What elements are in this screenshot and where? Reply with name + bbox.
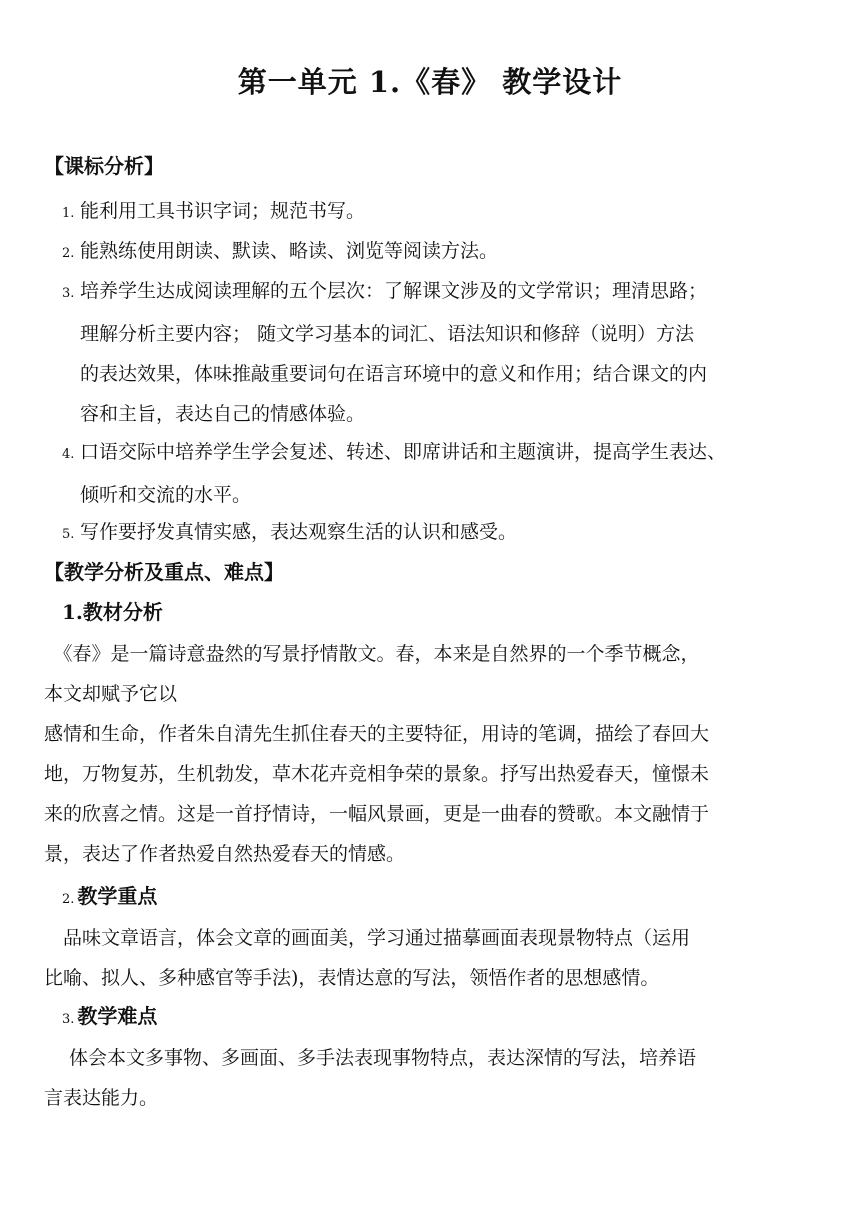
list-item bbox=[62, 271, 842, 434]
list-item-text: 能熟练使用朗读、默读、略读、浏览等阅读方法。 bbox=[80, 240, 499, 262]
paragraph-line: 《春》是一篇诗意盎然的写景抒情散文。春，本来是自然界的一个季节概念， bbox=[44, 643, 700, 665]
paragraph-line: 来的欣喜之情。这是一首抒情诗，一幅风景画，更是一曲春的赞歌。本文融情于 bbox=[44, 803, 710, 825]
subsection-heading-focus bbox=[62, 880, 157, 916]
list-item-text: 理解分析主要内容； 随文学习基本的词汇、语法知识和修辞（说明）方法 bbox=[80, 323, 695, 345]
paragraph-line: 品味文章语言，体会文章的画面美，学习通过描摹画面表现景物特点（运用 bbox=[44, 927, 691, 949]
list-item-number: 5. bbox=[62, 527, 75, 542]
subsection-label: 教材分析 bbox=[82, 600, 163, 624]
subsection-heading-material bbox=[62, 596, 163, 628]
list-item-text: 倾听和交流的水平。 bbox=[80, 484, 252, 506]
list-item bbox=[62, 231, 842, 274]
subsection-heading-difficulty bbox=[62, 1000, 157, 1036]
section-heading-curriculum: 【课标分析】 bbox=[44, 154, 164, 178]
list-item-number: 4. bbox=[62, 447, 75, 462]
list-item-number: 2. bbox=[62, 246, 75, 261]
paragraph-focus bbox=[44, 918, 840, 998]
subsection-label: 教学重点 bbox=[77, 884, 158, 908]
subsection-number: 1. bbox=[62, 600, 83, 624]
list-item-text: 培养学生达成阅读理解的五个层次：了解课文涉及的文学常识；理清思路； bbox=[80, 280, 708, 302]
paragraph-material bbox=[44, 634, 840, 874]
paragraph-line: 本文却赋予它以 bbox=[44, 683, 178, 705]
paragraph-line: 言表达能力。 bbox=[44, 1087, 159, 1109]
list-item-number: 3. bbox=[62, 286, 75, 301]
paragraph-line: 感情和生命，作者朱自清先生抓住春天的主要特征，用诗的笔调，描绘了春回大 bbox=[44, 723, 710, 745]
list-item-text: 能利用工具书识字词；规范书写。 bbox=[80, 200, 366, 222]
list-item-text: 容和主旨，表达自己的情感体验。 bbox=[80, 403, 366, 425]
paragraph-line: 体会本文多事物、多画面、多手法表现事物特点，表达深情的写法，培养语 bbox=[44, 1047, 697, 1069]
paragraph-line: 景，表达了作者热爱自然热爱春天的情感。 bbox=[44, 843, 406, 865]
paragraph-line: 比喻、拟人、多种感官等手法)，表情达意的写法，领悟作者的思想感情。 bbox=[44, 967, 660, 989]
section-heading-analysis: 【教学分析及重点、难点】 bbox=[44, 560, 284, 584]
list-item-number: 1. bbox=[62, 206, 75, 221]
list-item bbox=[62, 432, 842, 515]
subsection-number: 3. bbox=[62, 1012, 75, 1027]
subsection-label: 教学难点 bbox=[77, 1004, 158, 1028]
document-title: 第一单元 1.《春》 教学设计 bbox=[237, 65, 623, 99]
paragraph-difficulty bbox=[44, 1038, 840, 1118]
list-item-text: 的表达效果，体味推敲重要词句在语言环境中的意义和作用；结合课文的内 bbox=[80, 363, 708, 385]
list-item-text: 写作要抒发真情实感，表达观察生活的认识和感受。 bbox=[80, 521, 518, 543]
paragraph-line: 地，万物复苏，生机勃发，草木花卉竞相争荣的景象。抒写出热爱春天，憧憬未 bbox=[44, 763, 710, 785]
list-item-text: 口语交际中培养学生学会复述、转述、即席讲话和主题演讲，提高学生表达、 bbox=[80, 441, 727, 463]
list-item bbox=[62, 191, 842, 234]
subsection-number: 2. bbox=[62, 892, 75, 907]
list-item bbox=[62, 512, 842, 555]
